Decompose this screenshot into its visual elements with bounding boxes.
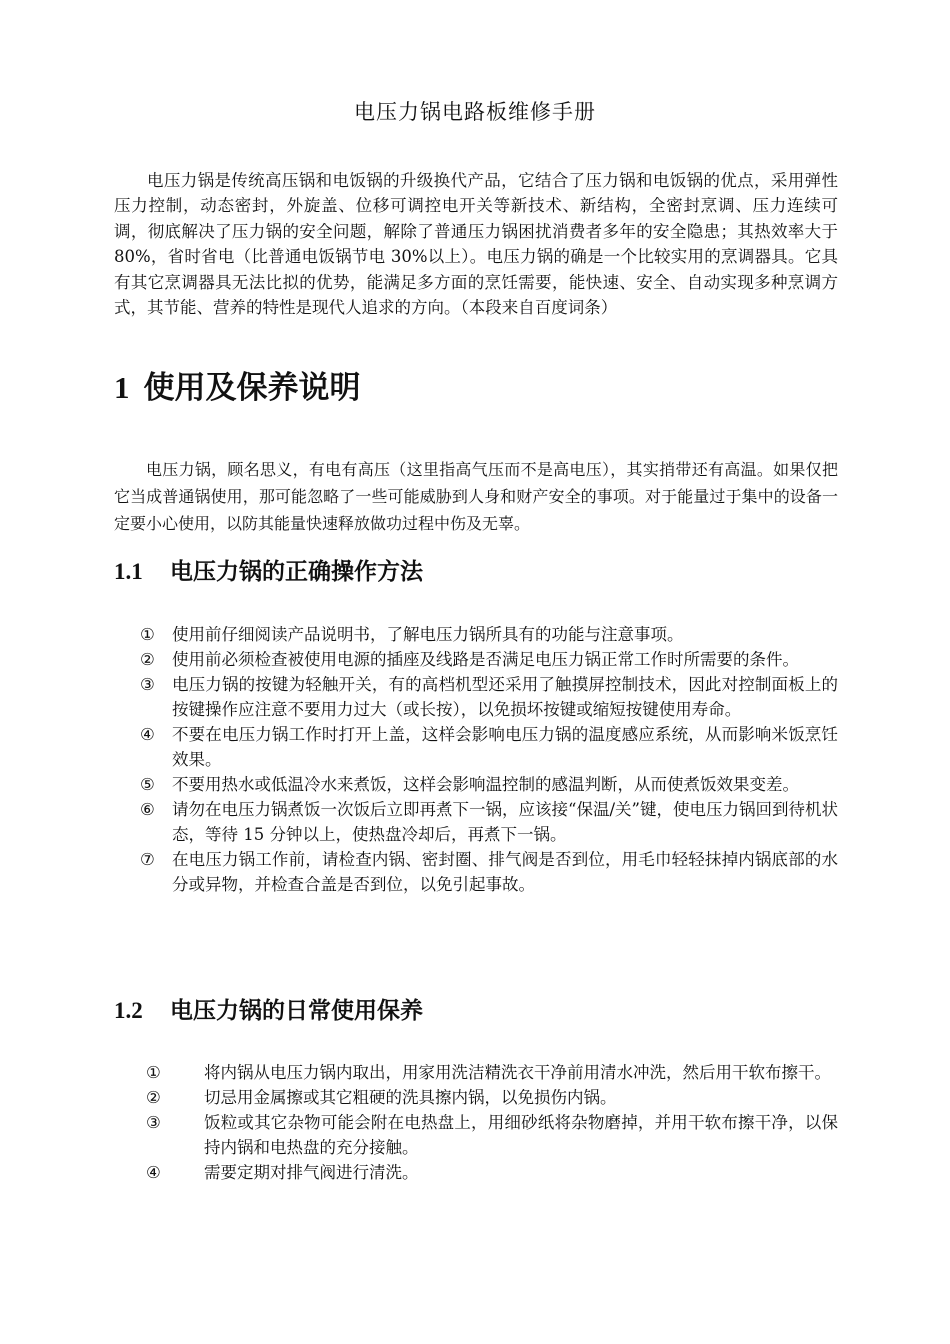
list-marker: ③ [146, 1113, 161, 1132]
list-item [140, 1060, 838, 1085]
list-item-text: 不要用热水或低温冷水来煮饭，这样会影响温控制的感温判断，从而使煮饭效果变差。 [172, 775, 799, 794]
document-title: 电压力锅电路板维修手册 [354, 100, 596, 124]
list-item-text: 请勿在电压力锅煮饭一次饭后立即再煮下一锅，应该接“保温/关”键，使电压力锅回到待机状态，等待 15 分钟以上，使热盘冷却后，再煮下一锅。 [172, 800, 838, 844]
list-item-text: 将内锅从电压力锅内取出，用家用洗洁精洗衣干净前用清水冲洗，然后用干软布擦干。 [204, 1063, 831, 1082]
list-item [140, 672, 838, 722]
list-marker: ③ [140, 675, 155, 694]
operation-list [140, 622, 838, 897]
section-1-2-number: 1.2 [114, 998, 143, 1023]
list-marker: ⑥ [140, 800, 155, 819]
list-item-text: 电压力锅的按键为轻触开关，有的高档机型还采用了触摸屏控制技术，因此对控制面板上的按键操作应注意不要用力过大（或长按），以免损坏按键或缩短按键使用寿命。 [172, 675, 838, 719]
maintenance-list [140, 1060, 838, 1185]
list-item-text: 使用前必须检查被使用电源的插座及线路是否满足电压力锅正常工作时所需要的条件。 [172, 650, 799, 669]
list-marker: ② [140, 650, 155, 669]
list-marker: ④ [146, 1163, 161, 1182]
list-item [140, 847, 838, 897]
section-1-paragraph: 电压力锅，顾名思义，有电有高压（这里指高气压而不是高电压），其实捎带还有高温。如果仅把它当成普通锅使用，那可能忽略了一些可能威胁到人身和财产安全的事项。对于能量过于集中的设备一定要小心使用，以防其能量快速释放做功过程中伤及无辜。 [114, 460, 838, 533]
section-1-2-title: 电压力锅的日常使用保养 [170, 997, 423, 1024]
section-1-number: 1 [114, 370, 130, 405]
section-1-1-number: 1.1 [114, 559, 143, 584]
list-item [140, 1110, 838, 1160]
list-item [140, 797, 838, 847]
list-item [140, 1085, 838, 1110]
list-item [140, 647, 838, 672]
list-item [140, 1160, 838, 1185]
list-item [140, 772, 838, 797]
list-marker: ① [146, 1063, 161, 1082]
list-item-text: 不要在电压力锅工作时打开上盖，这样会影响电压力锅的温度感应系统，从而影响米饭烹饪效果。 [172, 725, 838, 769]
intro-paragraph: 电压力锅是传统高压锅和电饭锅的升级换代产品，它结合了压力锅和电饭锅的优点，采用弹性压力控制，动态密封，外旋盖、位移可调控电开关等新技术、新结构，全密封烹调、压力连续可调，彻底解决了压力锅的安全问题，解除了普通压力锅困扰消费者多年的安全隐患；其热效率大于 80%，省时省电（比普通电饭锅节电 30%以上）。电压力锅的确是一个比较实用的烹调器具。它具有其它烹调器具无法比拟的优势，能满足多方面的烹饪需要，能快速、安全、自动实现多种烹调方式，其节能、营养的特性是现代人追求的方向。（本段来自百度词条） [114, 171, 838, 318]
section-1-1-title: 电压力锅的正确操作方法 [170, 558, 423, 585]
list-marker: ② [146, 1088, 161, 1107]
list-item-text: 切忌用金属擦或其它粗硬的洗具擦内锅，以免损伤内锅。 [204, 1088, 617, 1107]
list-marker: ① [140, 625, 155, 644]
list-marker: ⑤ [140, 775, 155, 794]
list-item-text: 使用前仔细阅读产品说明书，了解电压力锅所具有的功能与注意事项。 [172, 625, 684, 644]
list-item [140, 622, 838, 647]
section-1-title: 使用及保养说明 [143, 370, 361, 406]
list-item-text: 饭粒或其它杂物可能会附在电热盘上，用细砂纸将杂物磨掉，并用干软布擦干净，以保持内锅和电热盘的充分接触。 [204, 1113, 838, 1157]
list-marker: ⑦ [140, 850, 155, 869]
section-1-1-heading [114, 553, 838, 586]
section-1-2-heading [114, 992, 838, 1025]
list-item-text: 需要定期对排气阀进行清洗。 [204, 1163, 419, 1182]
list-item-text: 在电压力锅工作前，请检查内锅、密封圈、排气阀是否到位，用毛巾轻轻抹掉内锅底部的水分或异物，并检查合盖是否到位，以免引起事故。 [172, 850, 838, 894]
section-1-heading [114, 362, 838, 407]
list-marker: ④ [140, 725, 155, 744]
list-item [140, 722, 838, 772]
